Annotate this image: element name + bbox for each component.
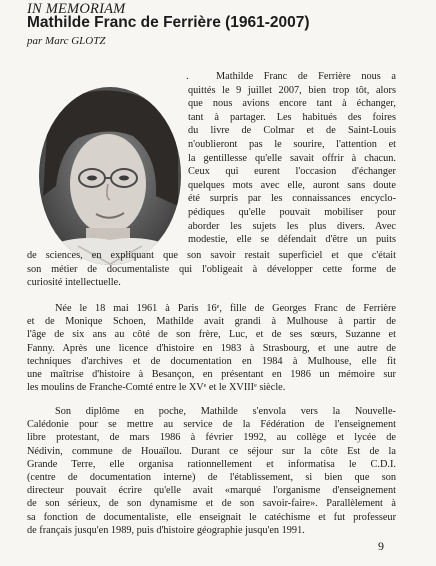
paragraph-1-wrap — [188, 70, 396, 247]
text-line: été surpris par les connaissances encyclo- — [188, 193, 396, 205]
text-line: Grande Terre, elle organisa rationnellement et informatisa le C.D.I. — [27, 458, 396, 470]
text-line: pédiques qu'elle pouvait mobiliser pour — [188, 206, 396, 218]
article-title: Mathilde Franc de Ferrière (1961-2007) — [27, 14, 310, 31]
text-line: de son sérieux, de son dynamisme et de son savoir-faire». Parallèlement à — [27, 498, 396, 510]
text-line: libre protestant, de mars 1986 à février 1992, au collège et lycée de — [27, 432, 396, 444]
text-line: tant à partager. Les habitués des foires — [188, 111, 396, 123]
text-line: n'oublieront pas le sourire, l'attention et — [188, 138, 396, 150]
text-line: directeur pouvait écrire qu'elle avait «marqué l'organisme d'enseignement — [27, 485, 396, 497]
portrait-photo — [38, 86, 182, 266]
text-line: de sciences, en expliquant que son savoir restait superficiel et que c'était — [27, 250, 396, 261]
section-kicker: IN MEMORIAM — [27, 1, 126, 17]
lead-mark: . — [186, 70, 189, 82]
text-line: Fanny. Après une licence d'histoire en 1983 à Strasbourg, et une autre de — [27, 342, 396, 354]
text-line: (centre de documentation interne) de l'établissement, si bien que son — [27, 472, 396, 484]
text-line: son métier de documentaliste qui l'obligeait à développer cette forme de — [27, 263, 396, 275]
text-line: Mathilde Franc de Ferrière nous a — [216, 71, 396, 82]
text-line: quittés le 9 juillet 2007, bien trop tôt, alors — [188, 84, 396, 96]
portrait-image — [38, 86, 182, 266]
text-line: curiosité intellectuelle. — [27, 277, 121, 289]
text-line: de français jusqu'en 1989, puis d'histoire géographie jusqu'en 1991. — [27, 524, 305, 536]
text-line: sa fonction de documentaliste, elle enseignait le catéchisme et fut professeur — [27, 511, 396, 523]
text-line: Son diplôme en poche, Mathilde s'envola vers la Nouvelle- — [55, 406, 396, 417]
article-byline: par Marc GLOTZ — [27, 35, 106, 47]
paragraph-3 — [27, 405, 396, 537]
text-line: techniques d'archives et de documentation en 1984 à Mulhouse, elle fit — [27, 355, 396, 367]
text-line: Ceux qui eurent l'occasion d'échanger — [188, 166, 396, 178]
paragraph-1-full — [27, 249, 396, 290]
text-line: la gentillesse qu'elle savait offrir à chacun. — [188, 152, 396, 164]
text-line: les moulins de Franche-Comté entre le XVᵉ et le XVIIIᵉ siècle. — [27, 382, 286, 394]
text-line: modestie, elle se défendait d'être un puits — [188, 234, 396, 246]
text-line: Calédonie pour se mettre au service de la Fédération de l'enseignement — [27, 419, 396, 431]
text-line: du livre de Colmar et de Saint-Louis — [188, 125, 396, 137]
text-line: et de Monique Schoen, Mathilde avait grandi à Mulhouse à partir de — [27, 316, 396, 328]
text-line: l'âge de six ans au côté de son frère, Luc, et de ses sœurs, Suzanne et — [27, 329, 396, 341]
text-line: Nédivin, commune de Houaïlou. Durant ce séjour sur la côte Est de la — [27, 445, 396, 457]
text-line: une maîtrise d'histoire à Besançon, en présentant en 1986 un mémoire sur — [27, 369, 396, 381]
page-number: 9 — [378, 539, 384, 553]
paragraph-2 — [27, 302, 396, 394]
text-line: Née le 18 mai 1961 à Paris 16ᵉ, fille de Georges Franc de Ferrière — [55, 303, 396, 314]
text-line: que nous avions encore tant à échanger, — [188, 98, 396, 110]
text-line: quelques mots avec elle, auront sans doute — [188, 179, 396, 191]
text-line: aborder les sujets les plus divers. Avec — [188, 220, 396, 232]
